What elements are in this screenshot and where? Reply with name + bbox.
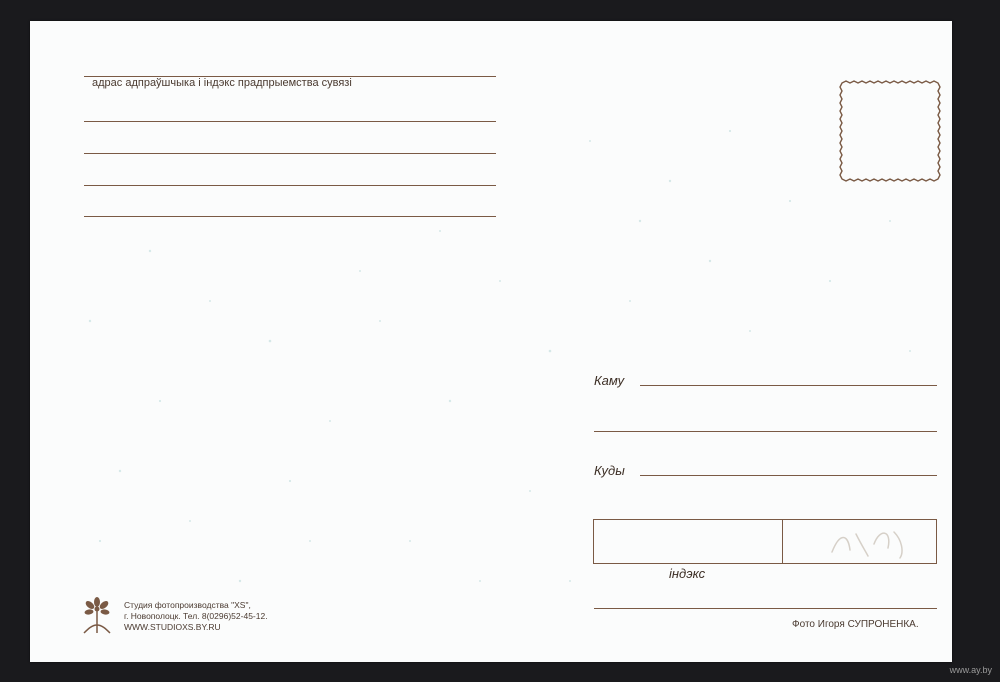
sender-line-4[interactable] bbox=[84, 185, 496, 186]
publisher-line-1: Студия фотопроизводства "XS", bbox=[124, 600, 251, 610]
photo-credit: Фото Игоря СУПРОНЕНКА. bbox=[792, 619, 919, 630]
where-label: Куды bbox=[594, 463, 625, 478]
watermark: www.ay.by bbox=[949, 665, 992, 675]
to-label: Каму bbox=[594, 373, 625, 388]
sender-caption: адрас адпраўшчыка і індэкс прадпрыемства сувязі bbox=[92, 77, 352, 89]
to-line[interactable] bbox=[640, 385, 937, 386]
to-line-2[interactable] bbox=[594, 431, 937, 432]
publisher-line-2: г. Новополоцк. Тел. 8(0296)52-45-12. bbox=[124, 611, 268, 621]
postcard-back bbox=[30, 21, 952, 662]
address-bottom-line[interactable] bbox=[594, 608, 937, 609]
pencil-scrawl bbox=[822, 522, 922, 562]
sender-line-3[interactable] bbox=[84, 153, 496, 154]
paper-speckle-texture bbox=[30, 21, 952, 662]
publisher-line-3: WWW.STUDIOXS.BY.RU bbox=[124, 622, 221, 632]
sender-line-2[interactable] bbox=[84, 121, 496, 122]
where-line[interactable] bbox=[640, 475, 937, 476]
stamp-placeholder bbox=[838, 79, 942, 183]
index-box[interactable] bbox=[593, 519, 937, 564]
index-label: індэкс bbox=[669, 566, 706, 581]
palm-logo-icon bbox=[80, 595, 114, 635]
sender-line-5[interactable] bbox=[84, 216, 496, 217]
index-box-divider bbox=[782, 520, 783, 563]
publisher-info bbox=[124, 600, 268, 633]
